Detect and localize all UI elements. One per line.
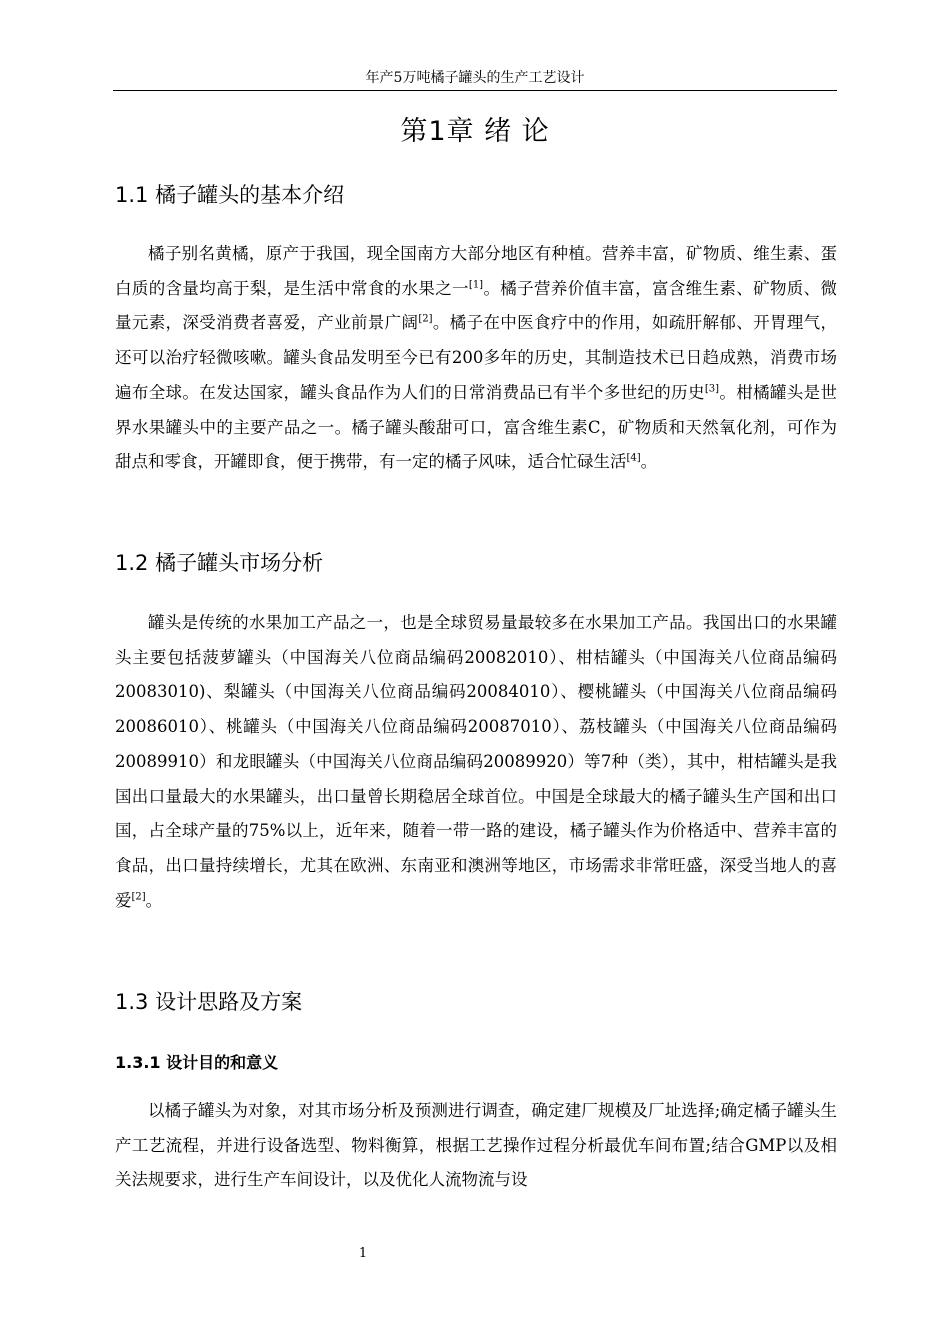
paragraph-text: 。柑橘罐头是世界水果罐头中的主要产品之一。橘子罐头酸甜可口，富含维生素C，矿物质和天然氧化剂，可作为甜点和零食，开罐即食，便于携带，有一定的橘子风味，适合忙碌生活 xyxy=(115,382,838,472)
paragraph-1-3-1 xyxy=(115,1094,837,1198)
paragraph-text: 。橘子在中医食疗中的作用，如疏肝解郁、开胃理气，还可以治疗轻微咳嗽。罐头食品发明至今已有200多年的历史，其制造技术已日趋成熟，消费市场遍布全球。在发达国家，罐头食品作为人们的日常消费品已有半个多世纪的历史 xyxy=(115,313,838,402)
paragraph-text: 。 xyxy=(640,452,658,472)
page-number: 1 xyxy=(358,1246,368,1261)
citation-ref: [2] xyxy=(418,313,433,325)
paragraph-text: 以橘子罐头为对象，对其市场分析及预测进行调查，确定建厂规模及厂址选择;确定橘子罐头生产工艺流程，并进行设备选型、物料衡算，根据工艺操作过程分析最优车间布置;结合GMP以及相关法规要求，进行生产车间设计，以及优化人流物流与设 xyxy=(115,1101,837,1190)
chapter-title: 第1章 绪 论 xyxy=(400,116,550,147)
subsection-heading-1-3-1: 1.3.1 设计目的和意义 xyxy=(115,1053,279,1072)
section-heading-1-1: 1.1 橘子罐头的基本介绍 xyxy=(115,183,345,207)
citation-ref: [1] xyxy=(468,279,484,291)
citation-ref: [3] xyxy=(704,383,720,395)
running-header: 年产5万吨橘子罐头的生产工艺设计 xyxy=(365,70,585,86)
paragraph-1-1 xyxy=(115,237,837,480)
paragraph-text: 。 xyxy=(145,890,163,910)
section-heading-1-3: 1.3 设计思路及方案 xyxy=(115,990,303,1014)
header-rule xyxy=(113,90,837,91)
citation-ref: [4] xyxy=(626,452,641,464)
citation-ref: [2] xyxy=(131,891,146,903)
paragraph-1-2 xyxy=(115,606,837,918)
paragraph-text: 。橘子营养价值丰富，富含维生素、矿物质、微量元素，深受消费者喜爱，产业前景广阔 xyxy=(115,278,838,333)
section-heading-1-2: 1.2 橘子罐头市场分析 xyxy=(115,551,324,575)
paragraph-text: 罐头是传统的水果加工产品之一，也是全球贸易量最较多在水果加工产品。我国出口的水果罐头主要包括菠萝罐头（中国海关八位商品编码20082010）、柑桔罐头（中国海关八位商品编码20083010)、梨罐头（中国海关八位商品编码20084010）、樱桃罐头（中国海关八位商品编码20086010）、桃罐头（中国海关八位商品编码20087010）、荔枝罐头（中国海关八位商品编码20089910）和龙眼罐头（中国海关八位商品编码20089920）等7种（类），其中，柑桔罐头是我国出口量最大的水果罐头，出口量曾长期稳居全球首位。中国是全球最大的橘子罐头生产国和出口国，占全球产量的75%以上，近年来，随着一带一路的建设，橘子罐头作为价格适中、营养丰富的食品，出口量持续增长，尤其在欧洲、东南亚和澳洲等地区，市场需求非常旺盛，深受当地人的喜爱 xyxy=(115,613,837,910)
paragraph-text: 橘子别名黄橘，原产于我国，现全国南方大部分地区有种植。营养丰富，矿物质、维生素、蛋白质的含量均高于梨，是生活中常食的水果之一 xyxy=(115,244,837,298)
